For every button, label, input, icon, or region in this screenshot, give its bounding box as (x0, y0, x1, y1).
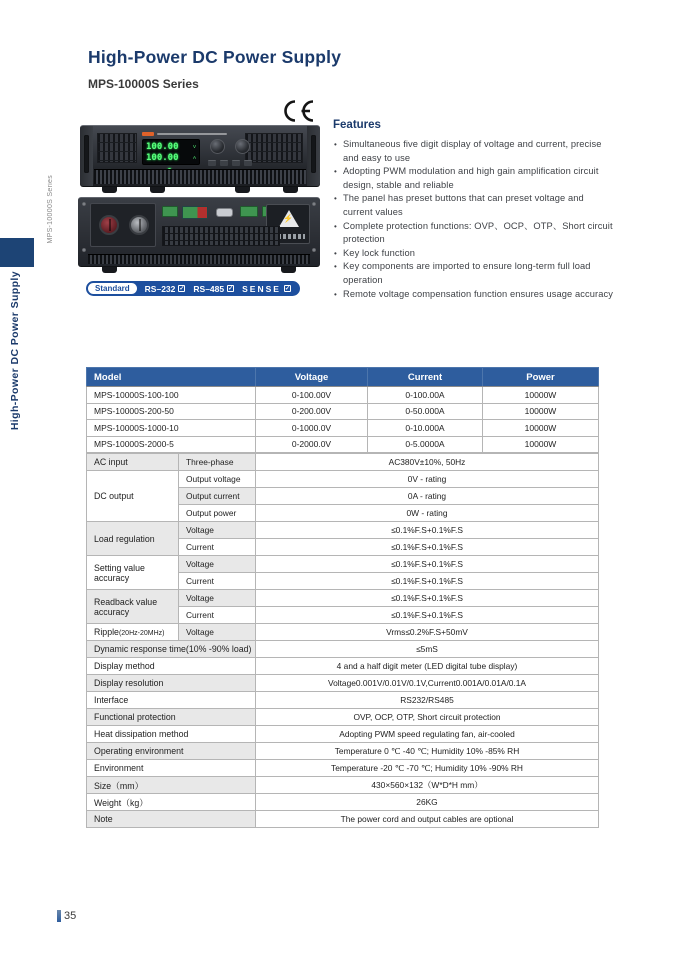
rear-bottom-grille (88, 254, 310, 264)
bottom-vent-grille (94, 169, 306, 184)
column-header-power: Power (483, 368, 599, 387)
terminal-block-connector (182, 206, 208, 219)
table-row: Current ≤0.1%F.S+0.1%F.S (87, 539, 599, 556)
feature-item: • The panel has preset buttons that can preset voltage and current values (333, 192, 613, 219)
page-footer (57, 910, 76, 922)
page-title: High-Power DC Power Supply (88, 47, 342, 67)
table-row: Dynamic response time(10% -90% load) ≤5mS (87, 641, 599, 658)
features-list (333, 138, 613, 301)
table-row: Ripple(20Hz-20MHz) Voltage Vrms≤0.2%F.S+50mV (87, 624, 599, 641)
sidebar-tab (0, 238, 34, 267)
table-row: Interface RS232/RS485 (87, 692, 599, 709)
table-row: MPS-10000S-100-100 0-100.00V 0-100.00A 10000W (87, 387, 599, 404)
sidebar-title-vertical: High-Power DC Power Supply (9, 271, 21, 431)
vent-grille (245, 133, 303, 163)
table-row: Current ≤0.1%F.S+0.1%F.S (87, 573, 599, 590)
specification-tables (86, 367, 598, 828)
column-header-model: Model (87, 368, 256, 387)
table-row: AC input Three-phase AC380V±10%, 50Hz (87, 454, 599, 471)
table-row: Display method 4 and a half digit meter (LED digital tube display) (87, 658, 599, 675)
brand-logo (142, 131, 252, 136)
feature-item: • Simultaneous five digit display of voltage and current, precise and easy to use (333, 138, 613, 165)
table-row: Output power 0W - rating (87, 505, 599, 522)
table-row: DC output Output voltage 0V - rating (87, 471, 599, 488)
high-voltage-icon: ⚡ (283, 214, 293, 223)
table-row: Operating environment Temperature 0 ℃ -40 ℃; Humidity 10% -85% RH (87, 743, 599, 760)
table-row: Functional protection OVP, OCP, OTP, Short circuit protection (87, 709, 599, 726)
table-row: Note The power cord and output cables are optional (87, 811, 599, 828)
positive-terminal (99, 215, 119, 235)
column-header-current: Current (368, 368, 483, 387)
current-unit: A (192, 155, 196, 160)
current-readout: 100.00 (146, 152, 179, 163)
device-feet (78, 267, 320, 274)
voltage-unit: V (192, 144, 196, 149)
standard-interfaces-badge (86, 281, 300, 296)
sidebar-series-label: MPS-10000S Series (47, 175, 54, 244)
table-row: MPS-10000S-200-50 0-200.00V 0-50.000A 10000W (87, 403, 599, 420)
rear-vent-grille (162, 226, 280, 246)
badge-item-rs232: RS–232 ✓ (144, 283, 185, 294)
footer-accent-bar (57, 910, 61, 922)
feature-item: • Key components are imported to ensure long-term full load operation (333, 260, 613, 287)
model-table-header-row (87, 368, 599, 387)
table-row: MPS-10000S-2000-5 0-2000.0V 0-5.0000A 10000W (87, 436, 599, 453)
rs232-port (216, 208, 233, 217)
table-row: Environment Temperature -20 ℃ -70 ℃; Humidity 10% -90% RH (87, 760, 599, 777)
page-subtitle: MPS-10000S Series (88, 77, 199, 91)
spec-table (86, 453, 599, 828)
model-table (86, 367, 599, 453)
table-row: Current ≤0.1%F.S+0.1%F.S (87, 607, 599, 624)
sense-connector (240, 206, 258, 217)
current-knob (235, 139, 250, 154)
rack-ear (80, 126, 93, 186)
negative-terminal (129, 215, 149, 235)
table-row: Display resolution Voltage0.001V/0.01V/0.1V,Current0.001A/0.01A/0.1A (87, 675, 599, 692)
checked-checkbox-icon: ✓ (179, 286, 185, 292)
device-feet (80, 187, 320, 194)
features-heading: Features (333, 119, 381, 131)
feature-item: • Adopting PWM modulation and high gain amplification circuit design, stable and reliable (333, 165, 613, 192)
product-photo-rear (78, 197, 320, 274)
table-row: Size（mm） 430×560×132（W*D*H mm） (87, 777, 599, 794)
ac-input-connector (162, 206, 178, 217)
table-row: Weight（kg） 26KG (87, 794, 599, 811)
product-photo-front (80, 125, 320, 194)
page-number: 35 (64, 910, 77, 922)
preset-buttons (208, 160, 252, 166)
feature-item: • Key lock function (333, 247, 613, 261)
badge-item-rs485: RS–485 ✓ (193, 283, 234, 294)
features-section (333, 119, 633, 301)
voltage-readout: 100.00 (146, 141, 179, 152)
table-row: Heat dissipation method Adopting PWM speed regulating fan, air-cooled (87, 726, 599, 743)
table-row: Output current 0A - rating (87, 488, 599, 505)
led-display (142, 139, 200, 165)
table-row: Load regulation Voltage ≤0.1%F.S+0.1%F.S (87, 522, 599, 539)
table-row: MPS-10000S-1000-10 0-1000.0V 0-10.000A 10000W (87, 420, 599, 437)
output-terminal-plate (90, 203, 156, 247)
checked-checkbox-icon: ✓ (228, 286, 234, 292)
feature-item: • Complete protection functions: OVP、OCP、OTP、Short circuit protection (333, 220, 613, 247)
feature-item: • Remote voltage compensation function ensures usage accuracy (333, 288, 613, 302)
voltage-knob (210, 139, 225, 154)
standard-label: Standard (88, 283, 137, 294)
table-row: Readback value accuracy Voltage ≤0.1%F.S+0.1%F.S (87, 590, 599, 607)
column-header-voltage: Voltage (256, 368, 368, 387)
table-row: Setting value accuracy Voltage ≤0.1%F.S+0.1%F.S (87, 556, 599, 573)
vent-grille (97, 133, 137, 163)
checked-checkbox-icon: ✓ (284, 286, 290, 292)
rack-ear (307, 126, 320, 186)
badge-item-sense: SENSE ✓ (242, 283, 290, 294)
